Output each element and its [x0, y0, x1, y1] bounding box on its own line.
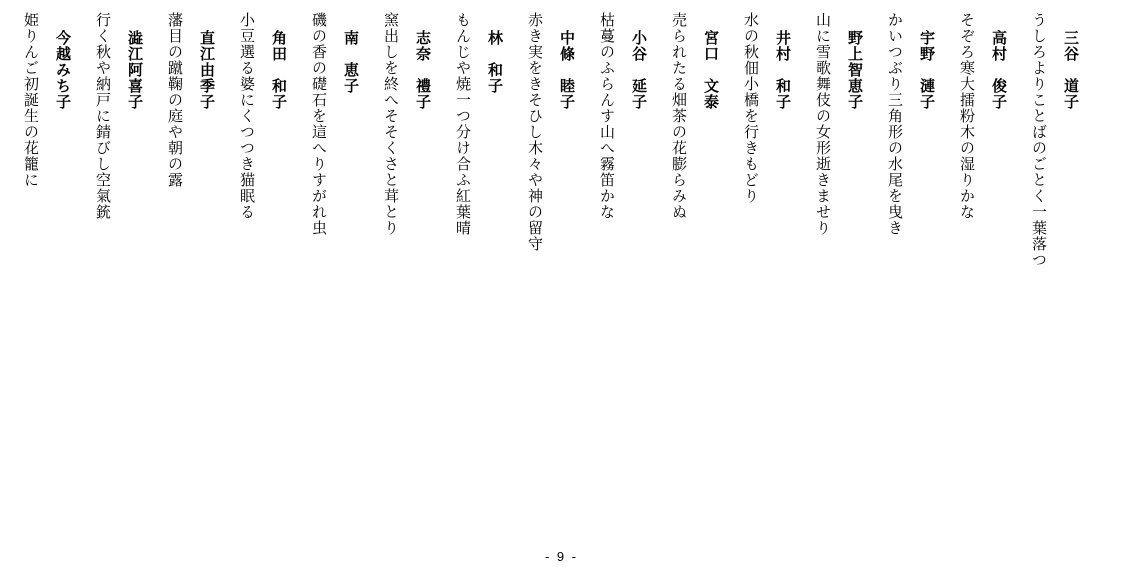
- author-name: 南 恵子: [342, 30, 360, 94]
- haiku-entry: [303, 12, 367, 482]
- author-name: 小谷 延子: [630, 30, 648, 110]
- haiku-verse: うしろよりことばのごとく一葉落つ: [1030, 12, 1048, 268]
- author-name: 澁江阿喜子: [126, 30, 144, 110]
- author-name: 高村 俊子: [990, 30, 1008, 110]
- page-number: - 9 -: [544, 549, 579, 564]
- haiku-entry: [879, 12, 943, 482]
- haiku-entry: [159, 12, 223, 482]
- haiku-verse: 姫りんご初誕生の花籠に: [22, 12, 40, 188]
- haiku-verse: 藩目の蹴鞠の庭や朝の露: [166, 12, 184, 188]
- author-name: 林 和子: [486, 30, 504, 94]
- author-name: 井村 和子: [774, 30, 792, 110]
- haiku-entry: [447, 12, 511, 482]
- author-name: 三谷 道子: [1062, 30, 1080, 110]
- author-name: 志奈 禮子: [414, 30, 432, 110]
- haiku-verse: もんじや焼一つ分け合ふ紅葉晴: [454, 12, 472, 236]
- haiku-entry: [1023, 12, 1087, 482]
- author-name: 直江由季子: [198, 30, 216, 110]
- haiku-entry: [591, 12, 655, 482]
- haiku-verse: そぞろ寒大擂粉木の湿りかな: [958, 12, 976, 220]
- haiku-entry: [375, 12, 439, 482]
- haiku-verse: 窯出しを終へそそくさと茸とり: [382, 12, 400, 236]
- haiku-verse: 水の秋佃小橋を行きもどり: [742, 12, 760, 204]
- haiku-entry: [519, 12, 583, 482]
- author-name: 宇野 漣子: [918, 30, 936, 110]
- haiku-column-area: [0, 12, 1087, 482]
- haiku-verse: 小豆選る婆にくつつき猫眠る: [238, 12, 256, 220]
- haiku-entry: [15, 12, 79, 482]
- haiku-entry: [735, 12, 799, 482]
- haiku-entry: [663, 12, 727, 482]
- haiku-entry: [87, 12, 151, 482]
- haiku-verse: 山に雪歌舞伎の女形逝きませり: [814, 12, 832, 236]
- haiku-entry: [951, 12, 1015, 482]
- haiku-verse: 行く秋や納戸に錆びし空氣銃: [94, 12, 112, 220]
- haiku-verse: 磯の香の礎石を這へりすがれ虫: [310, 12, 328, 236]
- haiku-verse: 赤き実をきそひし木々や神の留守: [526, 12, 544, 252]
- author-name: [0, 12, 7, 482]
- author-name: 野上智恵子: [846, 30, 864, 110]
- haiku-verse: 売られたる畑茶の花膨らみぬ: [670, 12, 688, 220]
- author-name: 今越みち子: [54, 30, 72, 110]
- haiku-verse: かいつぶり三角形の水尾を曳き: [886, 12, 904, 236]
- haiku-verse: 枯蔓のふらんす山へ霧笛かな: [598, 12, 616, 220]
- author-name: 角田 和子: [270, 30, 288, 110]
- author-name: 宮口 文泰: [702, 30, 720, 110]
- haiku-entry: [231, 12, 295, 482]
- haiku-entry: [0, 12, 7, 482]
- author-name: 中條 睦子: [558, 30, 576, 110]
- haiku-entry: [807, 12, 871, 482]
